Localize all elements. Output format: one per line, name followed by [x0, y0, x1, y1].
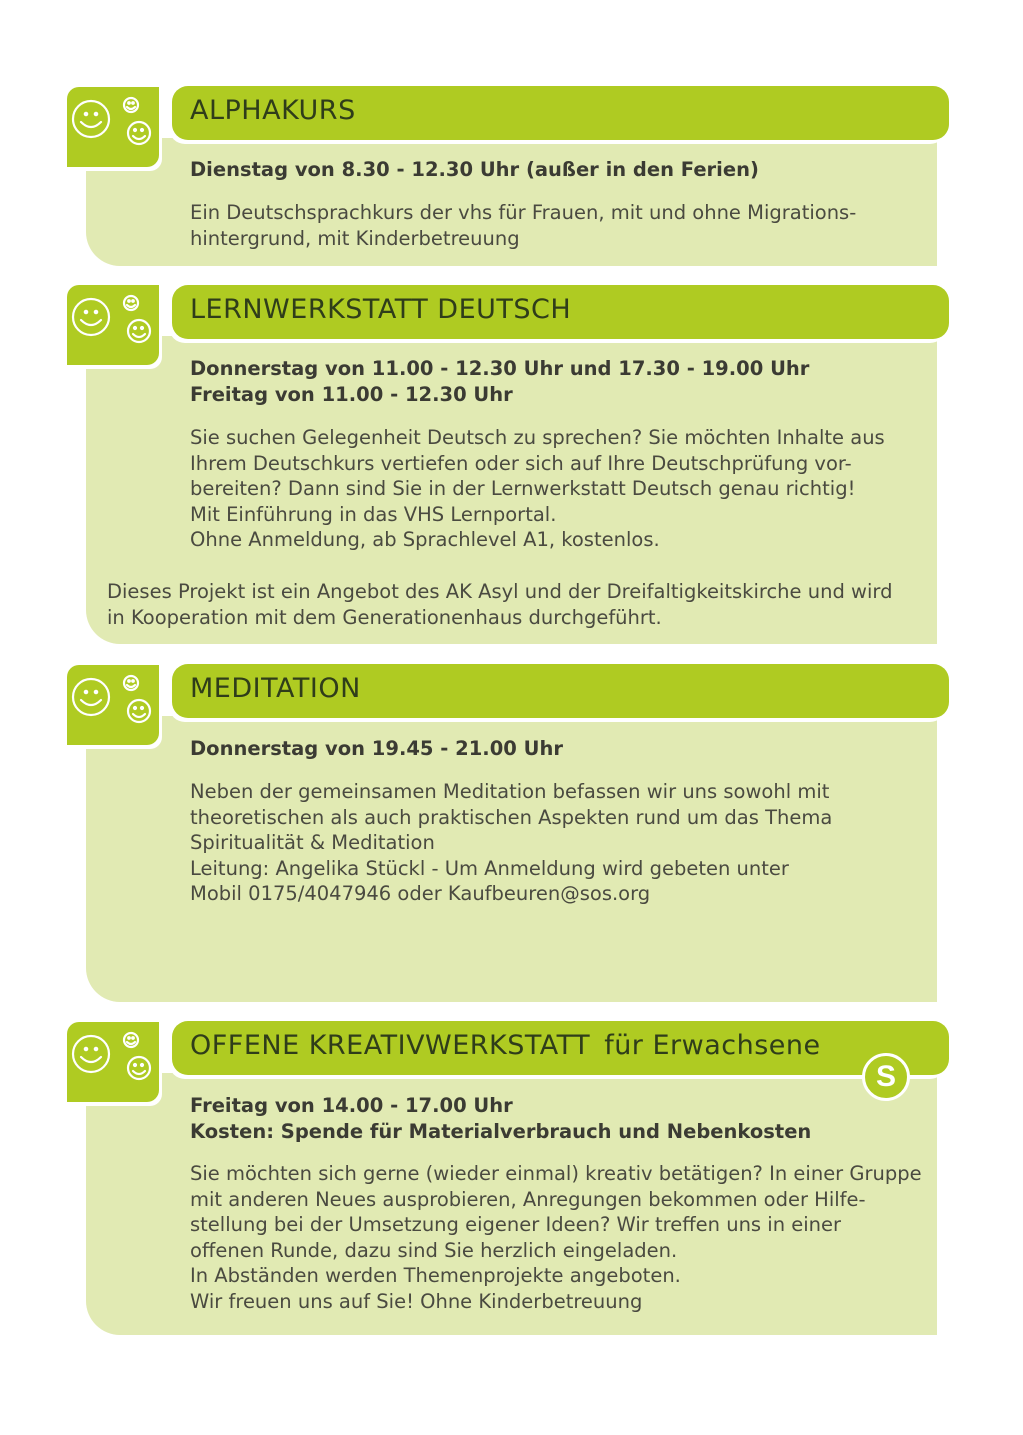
smiley-faces-icon	[67, 1022, 159, 1102]
description-line: Ihrem Deutschkurs vertiefen oder sich auf Ihre Deutschprüfung vor-	[190, 451, 852, 475]
section-header-meditation	[172, 664, 949, 718]
note-line: in Kooperation mit dem Generationenhaus durchgeführt.	[107, 606, 662, 629]
section-title: LERNWERKSTATT DEUTSCH	[190, 294, 572, 325]
description-line: Leitung: Angelika Stückl - Um Anmeldung wird gebeten unter	[190, 856, 789, 880]
schedule-line: Kosten: Spende für Materialverbrauch und Nebenkosten	[190, 1120, 812, 1143]
schedule	[190, 157, 759, 183]
description	[190, 1161, 922, 1314]
section-header-lernwerkstatt	[172, 285, 949, 339]
schedule-line: Freitag von 11.00 - 12.30 Uhr	[190, 383, 513, 406]
smiley-faces-icon	[67, 285, 159, 365]
description-line: Sie suchen Gelegenheit Deutsch zu sprechen? Sie möchten Inhalte aus	[190, 426, 885, 449]
note-line: Dieses Projekt ist ein Angebot des AK Asyl und der Dreifaltigkeitskirche und wird	[107, 580, 893, 603]
schedule-line: Freitag von 14.00 - 17.00 Uhr	[190, 1094, 513, 1117]
description-line: theoretischen als auch praktischen Aspekten rund um das Thema	[190, 805, 833, 829]
schedule-line: Dienstag von 8.30 - 12.30 Uhr (außer in den Ferien)	[190, 158, 759, 181]
schedule	[190, 1093, 811, 1145]
smiley-faces-icon	[67, 87, 159, 167]
section-header-alphakurs	[172, 86, 949, 140]
description-line: In Abständen werden Themenprojekte angeboten.	[190, 1264, 681, 1287]
section-title-main: OFFENE KREATIVWERKSTATT	[190, 1030, 591, 1061]
description-line: hintergrund, mit Kinderbetreuung	[190, 226, 520, 250]
description-line: mit anderen Neues ausprobieren, Anregungen bekommen oder Hilfe-	[190, 1187, 866, 1211]
schedule-line: Donnerstag von 11.00 - 12.30 Uhr und 17.30 - 19.00 Uhr	[190, 357, 810, 380]
project-note	[107, 579, 892, 631]
s-badge-icon: S	[862, 1053, 910, 1101]
smiley-faces-icon	[67, 665, 159, 745]
schedule	[190, 356, 809, 408]
section-title: ALPHAKURS	[190, 95, 356, 126]
description-line: offenen Runde, dazu sind Sie herzlich eingeladen.	[190, 1238, 678, 1262]
description-line: bereiten? Dann sind Sie in der Lernwerkstatt Deutsch genau richtig!	[190, 477, 856, 500]
description	[190, 200, 856, 251]
description-line: Spiritualität & Meditation	[190, 831, 435, 854]
description	[190, 779, 832, 907]
description	[190, 425, 885, 553]
description-line: Sie möchten sich gerne (wieder einmal) kreativ betätigen? In einer Gruppe	[190, 1162, 922, 1185]
section-title-suffix: für Erwachsene	[604, 1030, 821, 1061]
section-title: MEDITATION	[190, 673, 361, 704]
description-line: Ein Deutschsprachkurs der vhs für Frauen, mit und ohne Migrations-	[190, 201, 857, 224]
schedule	[190, 736, 563, 762]
description-line: Mit Einführung in das VHS Lernportal.	[190, 502, 557, 526]
description-line: Wir freuen uns auf Sie! Ohne Kinderbetreuung	[190, 1289, 643, 1313]
description-line: Neben der gemeinsamen Meditation befassen wir uns sowohl mit	[190, 780, 830, 803]
description-line: Mobil 0175/4047946 oder Kaufbeuren@sos.org	[190, 882, 651, 905]
section-header-kreativwerkstatt	[172, 1021, 949, 1075]
schedule-line: Donnerstag von 19.45 - 21.00 Uhr	[190, 737, 563, 760]
description-line: Ohne Anmeldung, ab Sprachlevel A1, kostenlos.	[190, 528, 660, 551]
description-line: stellung bei der Umsetzung eigener Ideen? Wir treffen uns in einer	[190, 1213, 842, 1236]
section-title	[190, 1030, 821, 1061]
